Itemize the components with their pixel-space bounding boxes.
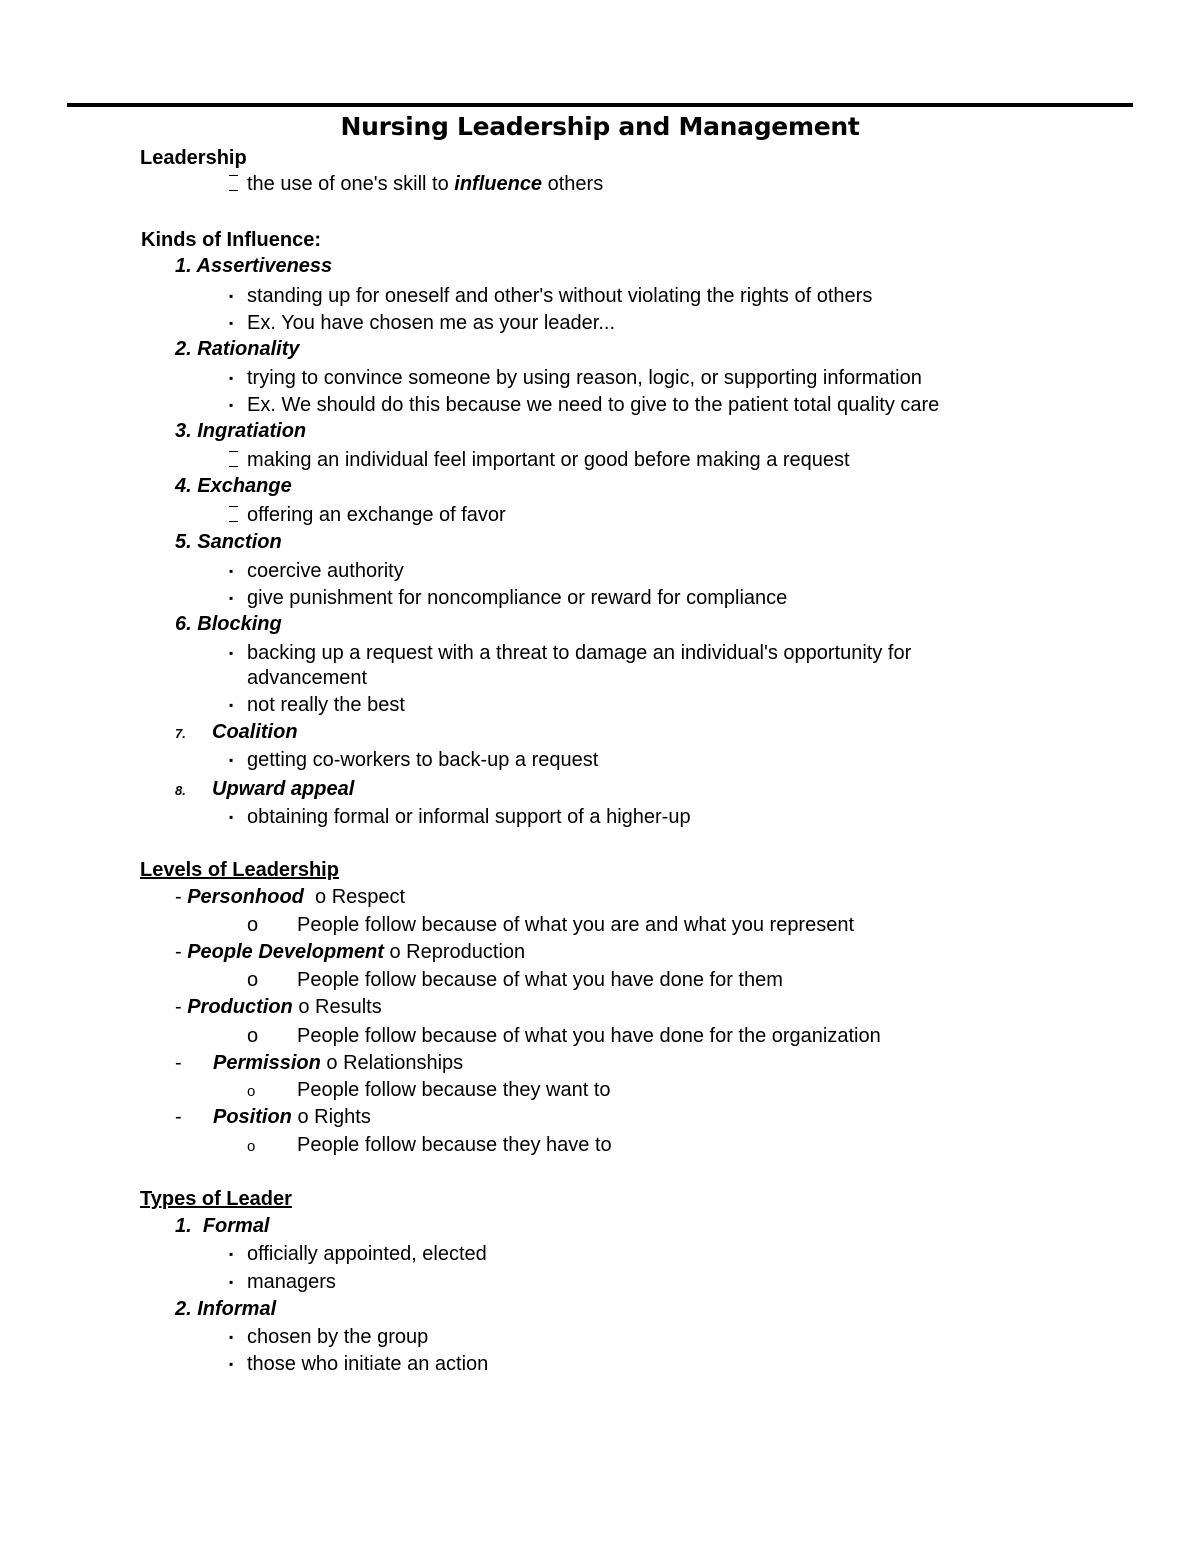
list-item: ▪ officially appointed, elected: [229, 1243, 487, 1265]
bullet-icon: ▪: [229, 371, 234, 385]
kind-item-title: 4. Exchange: [175, 475, 292, 497]
level-desc: o People follow because of what you have done for the organization: [247, 1025, 881, 1047]
level-desc: o People follow because of what you are and what you represent: [247, 914, 855, 936]
list-item: ▪ getting co-workers to back-up a request: [229, 749, 599, 771]
levels-heading: Levels of Leadership: [140, 859, 339, 881]
list-item: ▪ not really the best: [229, 694, 405, 716]
level-item: - Permission o Relationships: [175, 1052, 464, 1074]
list-item: ▪ standing up for oneself and other's without violating the rights of others: [229, 285, 873, 307]
kinds-heading: Kinds of Influence:: [141, 229, 321, 251]
kind-item-title: 8. Upward appeal: [175, 778, 355, 800]
list-item: ▪ those who initiate an action: [229, 1353, 489, 1375]
square-bullet-icon: [229, 506, 238, 522]
page-title: Nursing Leadership and Management: [340, 112, 860, 141]
kind-item-title: 1. Assertiveness: [175, 255, 333, 277]
level-desc: o People follow because they want to: [247, 1079, 611, 1101]
bullet-icon: ▪: [229, 646, 234, 660]
bullet-icon: ▪: [229, 1275, 234, 1289]
list-item: ▪ Ex. We should do this because we need to give to the patient total quality care: [229, 394, 940, 416]
list-item: offering an exchange of favor: [229, 503, 506, 527]
square-bullet-icon: [229, 451, 238, 467]
list-item: ▪ obtaining formal or informal support of a higher-up: [229, 806, 691, 828]
list-item: ▪ managers: [229, 1271, 336, 1293]
kind-item-title: 6. Blocking: [175, 613, 282, 635]
kind-item-title: 7. Coalition: [175, 721, 298, 743]
level-item: - Production o Results: [175, 996, 382, 1018]
bullet-icon: ▪: [229, 698, 234, 712]
level-item: - Personhood o Respect: [175, 886, 406, 908]
bullet-icon: ▪: [229, 316, 234, 330]
bullet-icon: ▪: [229, 1247, 234, 1261]
kind-item-title: 2. Rationality: [175, 338, 300, 360]
square-bullet-icon: [229, 175, 238, 191]
list-item: ▪ Ex. You have chosen me as your leader...: [229, 312, 616, 334]
list-item: ▪ backing up a request with a threat to damage an individual's opportunity for: [229, 642, 912, 664]
bullet-icon: ▪: [229, 591, 234, 605]
list-item: ▪ give punishment for noncompliance or reward for compliance: [229, 587, 788, 609]
list-item: ▪ coercive authority: [229, 560, 404, 582]
leadership-definition: the use of one's skill to influence others: [229, 172, 603, 196]
kind-item-title: 3. Ingratiation: [175, 420, 307, 442]
bullet-icon: ▪: [229, 753, 234, 767]
level-item: - People Development o Reproduction: [175, 941, 526, 963]
list-item: making an individual feel important or good before making a request: [229, 448, 850, 472]
leadership-heading: Leadership: [140, 147, 247, 169]
type-item-title: 1. Formal: [175, 1215, 270, 1237]
bullet-icon: ▪: [229, 398, 234, 412]
list-item-continuation: advancement: [247, 667, 368, 689]
bullet-icon: ▪: [229, 1357, 234, 1371]
kind-item-title: 5. Sanction: [175, 531, 282, 553]
bullet-icon: ▪: [229, 1330, 234, 1344]
level-desc: o People follow because of what you have done for them: [247, 969, 783, 991]
bullet-icon: ▪: [229, 564, 234, 578]
bullet-icon: ▪: [229, 810, 234, 824]
top-rule: [67, 103, 1133, 107]
list-item: ▪ trying to convince someone by using reason, logic, or supporting information: [229, 367, 922, 389]
level-desc: o People follow because they have to: [247, 1134, 612, 1156]
list-item: ▪ chosen by the group: [229, 1326, 429, 1348]
level-item: - Position o Rights: [175, 1106, 371, 1128]
type-item-title: 2. Informal: [175, 1298, 277, 1320]
types-heading: Types of Leader: [140, 1188, 292, 1210]
bullet-icon: ▪: [229, 289, 234, 303]
